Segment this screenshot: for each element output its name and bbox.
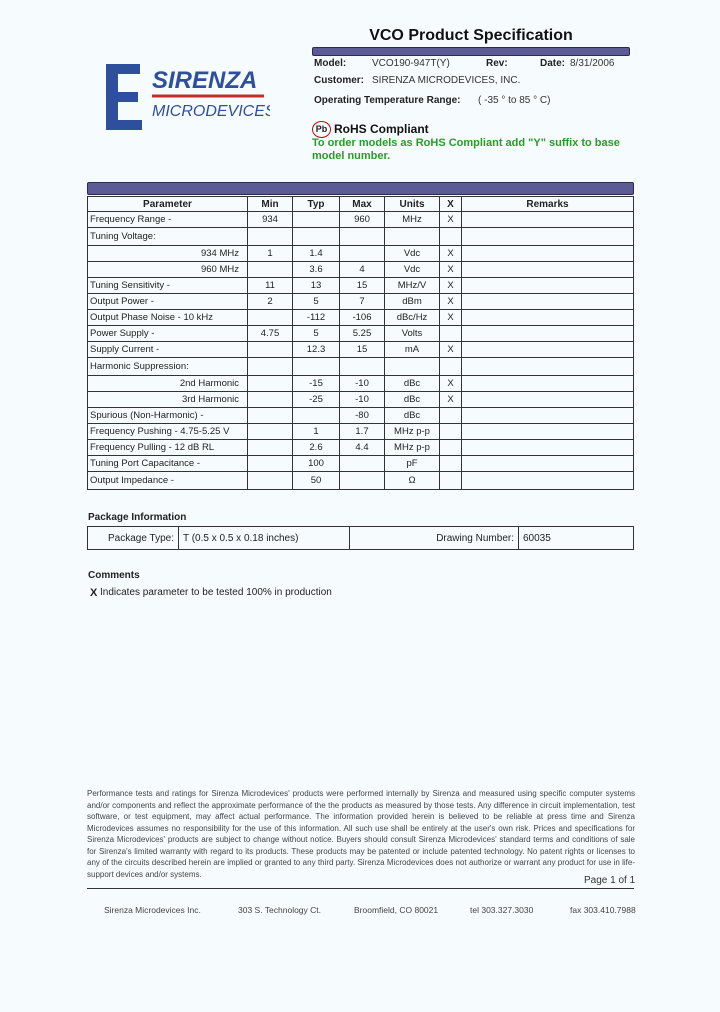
- footer-divider: [87, 888, 634, 889]
- drawing-number-label: Drawing Number:: [350, 527, 519, 550]
- value-cell: [462, 472, 634, 490]
- value-cell: [248, 262, 293, 278]
- value-cell: pF: [385, 456, 440, 472]
- value-cell: [440, 408, 462, 424]
- value-cell: [462, 294, 634, 310]
- column-header: X: [440, 197, 462, 212]
- value-cell: mA: [385, 342, 440, 358]
- date-value: 8/31/2006: [570, 58, 615, 69]
- rev-label: Rev:: [486, 58, 508, 69]
- value-cell: 934: [248, 212, 293, 228]
- parameter-cell: 934 MHz: [88, 246, 248, 262]
- value-cell: [340, 246, 385, 262]
- value-cell: dBc: [385, 392, 440, 408]
- parameter-cell: Spurious (Non-Harmonic) -: [88, 408, 248, 424]
- value-cell: X: [440, 310, 462, 326]
- column-header: Remarks: [462, 197, 634, 212]
- value-cell: -15: [293, 376, 340, 392]
- value-cell: X: [440, 376, 462, 392]
- parameter-cell: 2nd Harmonic: [88, 376, 248, 392]
- value-cell: X: [440, 246, 462, 262]
- value-cell: 15: [340, 278, 385, 294]
- value-cell: [462, 326, 634, 342]
- footer-city: Broomfield, CO 80021: [354, 905, 439, 915]
- value-cell: [462, 456, 634, 472]
- value-cell: Ω: [385, 472, 440, 490]
- table-row: [88, 440, 634, 456]
- value-cell: -112: [293, 310, 340, 326]
- sirenza-logo: [100, 58, 270, 138]
- pb-free-icon: Pb: [312, 121, 331, 138]
- value-cell: [462, 392, 634, 408]
- temp-label: Operating Temperature Range:: [314, 95, 461, 106]
- parameter-cell: Frequency Pulling - 12 dB RL: [88, 440, 248, 456]
- value-cell: [440, 456, 462, 472]
- parameter-cell: Frequency Pushing - 4.75-5.25 V: [88, 424, 248, 440]
- value-cell: [340, 472, 385, 490]
- value-cell: [248, 342, 293, 358]
- value-cell: [440, 326, 462, 342]
- value-cell: -106: [340, 310, 385, 326]
- table-row: [88, 376, 634, 392]
- value-cell: 15: [340, 342, 385, 358]
- footer-tel: tel 303.327.3030: [470, 905, 534, 915]
- table-row: [88, 228, 634, 246]
- table-row: [88, 246, 634, 262]
- value-cell: [248, 392, 293, 408]
- value-cell: [440, 228, 462, 246]
- parameter-cell: 3rd Harmonic: [88, 392, 248, 408]
- value-cell: 3.6: [293, 262, 340, 278]
- value-cell: dBc: [385, 376, 440, 392]
- table-row: [88, 326, 634, 342]
- rohs-title: RoHS Compliant: [334, 122, 429, 136]
- value-cell: [462, 408, 634, 424]
- value-cell: [462, 358, 634, 376]
- value-cell: 960: [340, 212, 385, 228]
- value-cell: [462, 228, 634, 246]
- value-cell: 50: [293, 472, 340, 490]
- customer-value: SIRENZA MICRODEVICES, INC.: [372, 75, 521, 86]
- column-header: Max: [340, 197, 385, 212]
- value-cell: 1.7: [340, 424, 385, 440]
- value-cell: dBc: [385, 408, 440, 424]
- footer-fax: fax 303.410.7988: [570, 905, 636, 915]
- value-cell: [248, 408, 293, 424]
- parameter-cell: Frequency Range -: [88, 212, 248, 228]
- package-type-value: T (0.5 x 0.5 x 0.18 inches): [179, 527, 350, 550]
- table-header-bar: [87, 182, 634, 195]
- model-label: Model:: [314, 58, 347, 69]
- value-cell: dBc/Hz: [385, 310, 440, 326]
- value-cell: 5: [293, 326, 340, 342]
- svg-text:MICRODEVICES: MICRODEVICES: [152, 103, 270, 120]
- parameter-cell: Tuning Port Capacitance -: [88, 456, 248, 472]
- comment-x-marker: X: [90, 587, 98, 599]
- value-cell: X: [440, 294, 462, 310]
- parameter-cell: Power Supply -: [88, 326, 248, 342]
- value-cell: [293, 212, 340, 228]
- value-cell: 13: [293, 278, 340, 294]
- parameter-cell: Output Power -: [88, 294, 248, 310]
- value-cell: [340, 456, 385, 472]
- value-cell: 5.25: [340, 326, 385, 342]
- value-cell: [385, 228, 440, 246]
- table-row: [88, 310, 634, 326]
- value-cell: [440, 472, 462, 490]
- value-cell: [293, 408, 340, 424]
- table-header-row: [88, 197, 634, 212]
- value-cell: Vdc: [385, 262, 440, 278]
- package-heading: Package Information: [88, 512, 187, 523]
- disclaimer: Performance tests and ratings for Sirenza Microdevices' products were performed internally by Sirenza and measured using specific computer systems and/or components and reflect the approximate performance of the the products as measured by those tests. Any difference in circuit implementation, test software, or test equipment, may affect actual performance. The information provided herein is believed to be reliable at press time and Sirenza Microdevices assumes no responsibility for the use of this information. All such use shall be entirely at the user's own risk. Prices and specifications for Sirenza Microdevices' products are subject to change without notice. Buyers should consult Sirenza Microdevices' standard terms and conditions of sale for Sirenza's limited warranty with regard to its products. These products may be patented or include patented technology. No patent rights or licenses to any of the circuits described herein are implied or granted to any third party. Sirenza Microdevices does not authorize or warrant any product for use in life-support devices and/or systems.: [87, 789, 635, 879]
- parameter-cell: Tuning Sensitivity -: [88, 278, 248, 294]
- value-cell: [462, 440, 634, 456]
- column-header: Parameter: [88, 197, 248, 212]
- value-cell: [440, 440, 462, 456]
- value-cell: 12.3: [293, 342, 340, 358]
- table-row: [88, 212, 634, 228]
- value-cell: X: [440, 392, 462, 408]
- value-cell: [248, 358, 293, 376]
- value-cell: MHz p-p: [385, 424, 440, 440]
- value-cell: [462, 376, 634, 392]
- value-cell: MHz: [385, 212, 440, 228]
- value-cell: [248, 472, 293, 490]
- table-row: [88, 262, 634, 278]
- value-cell: [462, 212, 634, 228]
- column-header: Typ: [293, 197, 340, 212]
- value-cell: [248, 440, 293, 456]
- value-cell: X: [440, 212, 462, 228]
- value-cell: 2.6: [293, 440, 340, 456]
- table-row: [88, 358, 634, 376]
- value-cell: 5: [293, 294, 340, 310]
- table-row: [88, 472, 634, 490]
- customer-label: Customer:: [314, 75, 365, 86]
- value-cell: [248, 376, 293, 392]
- value-cell: MHz p-p: [385, 440, 440, 456]
- parameter-cell: Harmonic Suppression:: [88, 358, 248, 376]
- value-cell: [440, 358, 462, 376]
- drawing-number-value: 60035: [519, 527, 634, 550]
- table-row: [88, 294, 634, 310]
- column-header: Min: [248, 197, 293, 212]
- value-cell: [462, 424, 634, 440]
- parameter-cell: Tuning Voltage:: [88, 228, 248, 246]
- value-cell: -80: [340, 408, 385, 424]
- value-cell: 11: [248, 278, 293, 294]
- value-cell: [248, 456, 293, 472]
- value-cell: Volts: [385, 326, 440, 342]
- value-cell: [462, 262, 634, 278]
- value-cell: [462, 278, 634, 294]
- value-cell: [293, 358, 340, 376]
- value-cell: 1.4: [293, 246, 340, 262]
- value-cell: -10: [340, 392, 385, 408]
- svg-text:SIRENZA: SIRENZA: [152, 67, 258, 94]
- table-row: [88, 342, 634, 358]
- value-cell: MHz/V: [385, 278, 440, 294]
- value-cell: -10: [340, 376, 385, 392]
- value-cell: 100: [293, 456, 340, 472]
- date-label: Date:: [540, 58, 566, 69]
- table-row: [88, 278, 634, 294]
- value-cell: [248, 424, 293, 440]
- value-cell: [248, 228, 293, 246]
- value-cell: 4: [340, 262, 385, 278]
- parameter-cell: 960 MHz: [88, 262, 248, 278]
- package-table: [87, 526, 634, 550]
- parameter-cell: Output Phase Noise - 10 kHz: [88, 310, 248, 326]
- package-type-label: Package Type:: [88, 527, 179, 550]
- value-cell: 1: [248, 246, 293, 262]
- value-cell: 4.75: [248, 326, 293, 342]
- value-cell: [248, 310, 293, 326]
- page-title: VCO Product Specification: [369, 27, 573, 44]
- value-cell: X: [440, 342, 462, 358]
- value-cell: -25: [293, 392, 340, 408]
- value-cell: X: [440, 278, 462, 294]
- header-bar: [312, 47, 630, 56]
- footer-company: Sirenza Microdevices Inc.: [104, 905, 201, 915]
- value-cell: [340, 228, 385, 246]
- model-value: VCO190-947T(Y): [372, 58, 450, 69]
- column-header: Units: [385, 197, 440, 212]
- page-number: Page 1 of 1: [584, 875, 636, 886]
- value-cell: X: [440, 262, 462, 278]
- value-cell: [462, 310, 634, 326]
- value-cell: [293, 228, 340, 246]
- value-cell: 4.4: [340, 440, 385, 456]
- value-cell: [462, 342, 634, 358]
- rohs-order-note: To order models as RoHS Compliant add "Y" suffix to base model number.: [312, 137, 620, 162]
- value-cell: Vdc: [385, 246, 440, 262]
- footer-address: 303 S. Technology Ct.: [238, 905, 322, 915]
- parameter-cell: Output Impedance -: [88, 472, 248, 490]
- comments-heading: Comments: [88, 570, 140, 581]
- value-cell: [340, 358, 385, 376]
- value-cell: [385, 358, 440, 376]
- temp-value: ( -35 ° to 85 ° C): [478, 95, 551, 106]
- table-row: [88, 408, 634, 424]
- value-cell: 1: [293, 424, 340, 440]
- table-row: [88, 456, 634, 472]
- parameter-cell: Supply Current -: [88, 342, 248, 358]
- value-cell: dBm: [385, 294, 440, 310]
- table-row: [88, 424, 634, 440]
- comment-text: Indicates parameter to be tested 100% in production: [100, 587, 332, 598]
- spec-table: [87, 196, 634, 490]
- value-cell: 7: [340, 294, 385, 310]
- value-cell: [440, 424, 462, 440]
- value-cell: 2: [248, 294, 293, 310]
- table-row: [88, 392, 634, 408]
- value-cell: [462, 246, 634, 262]
